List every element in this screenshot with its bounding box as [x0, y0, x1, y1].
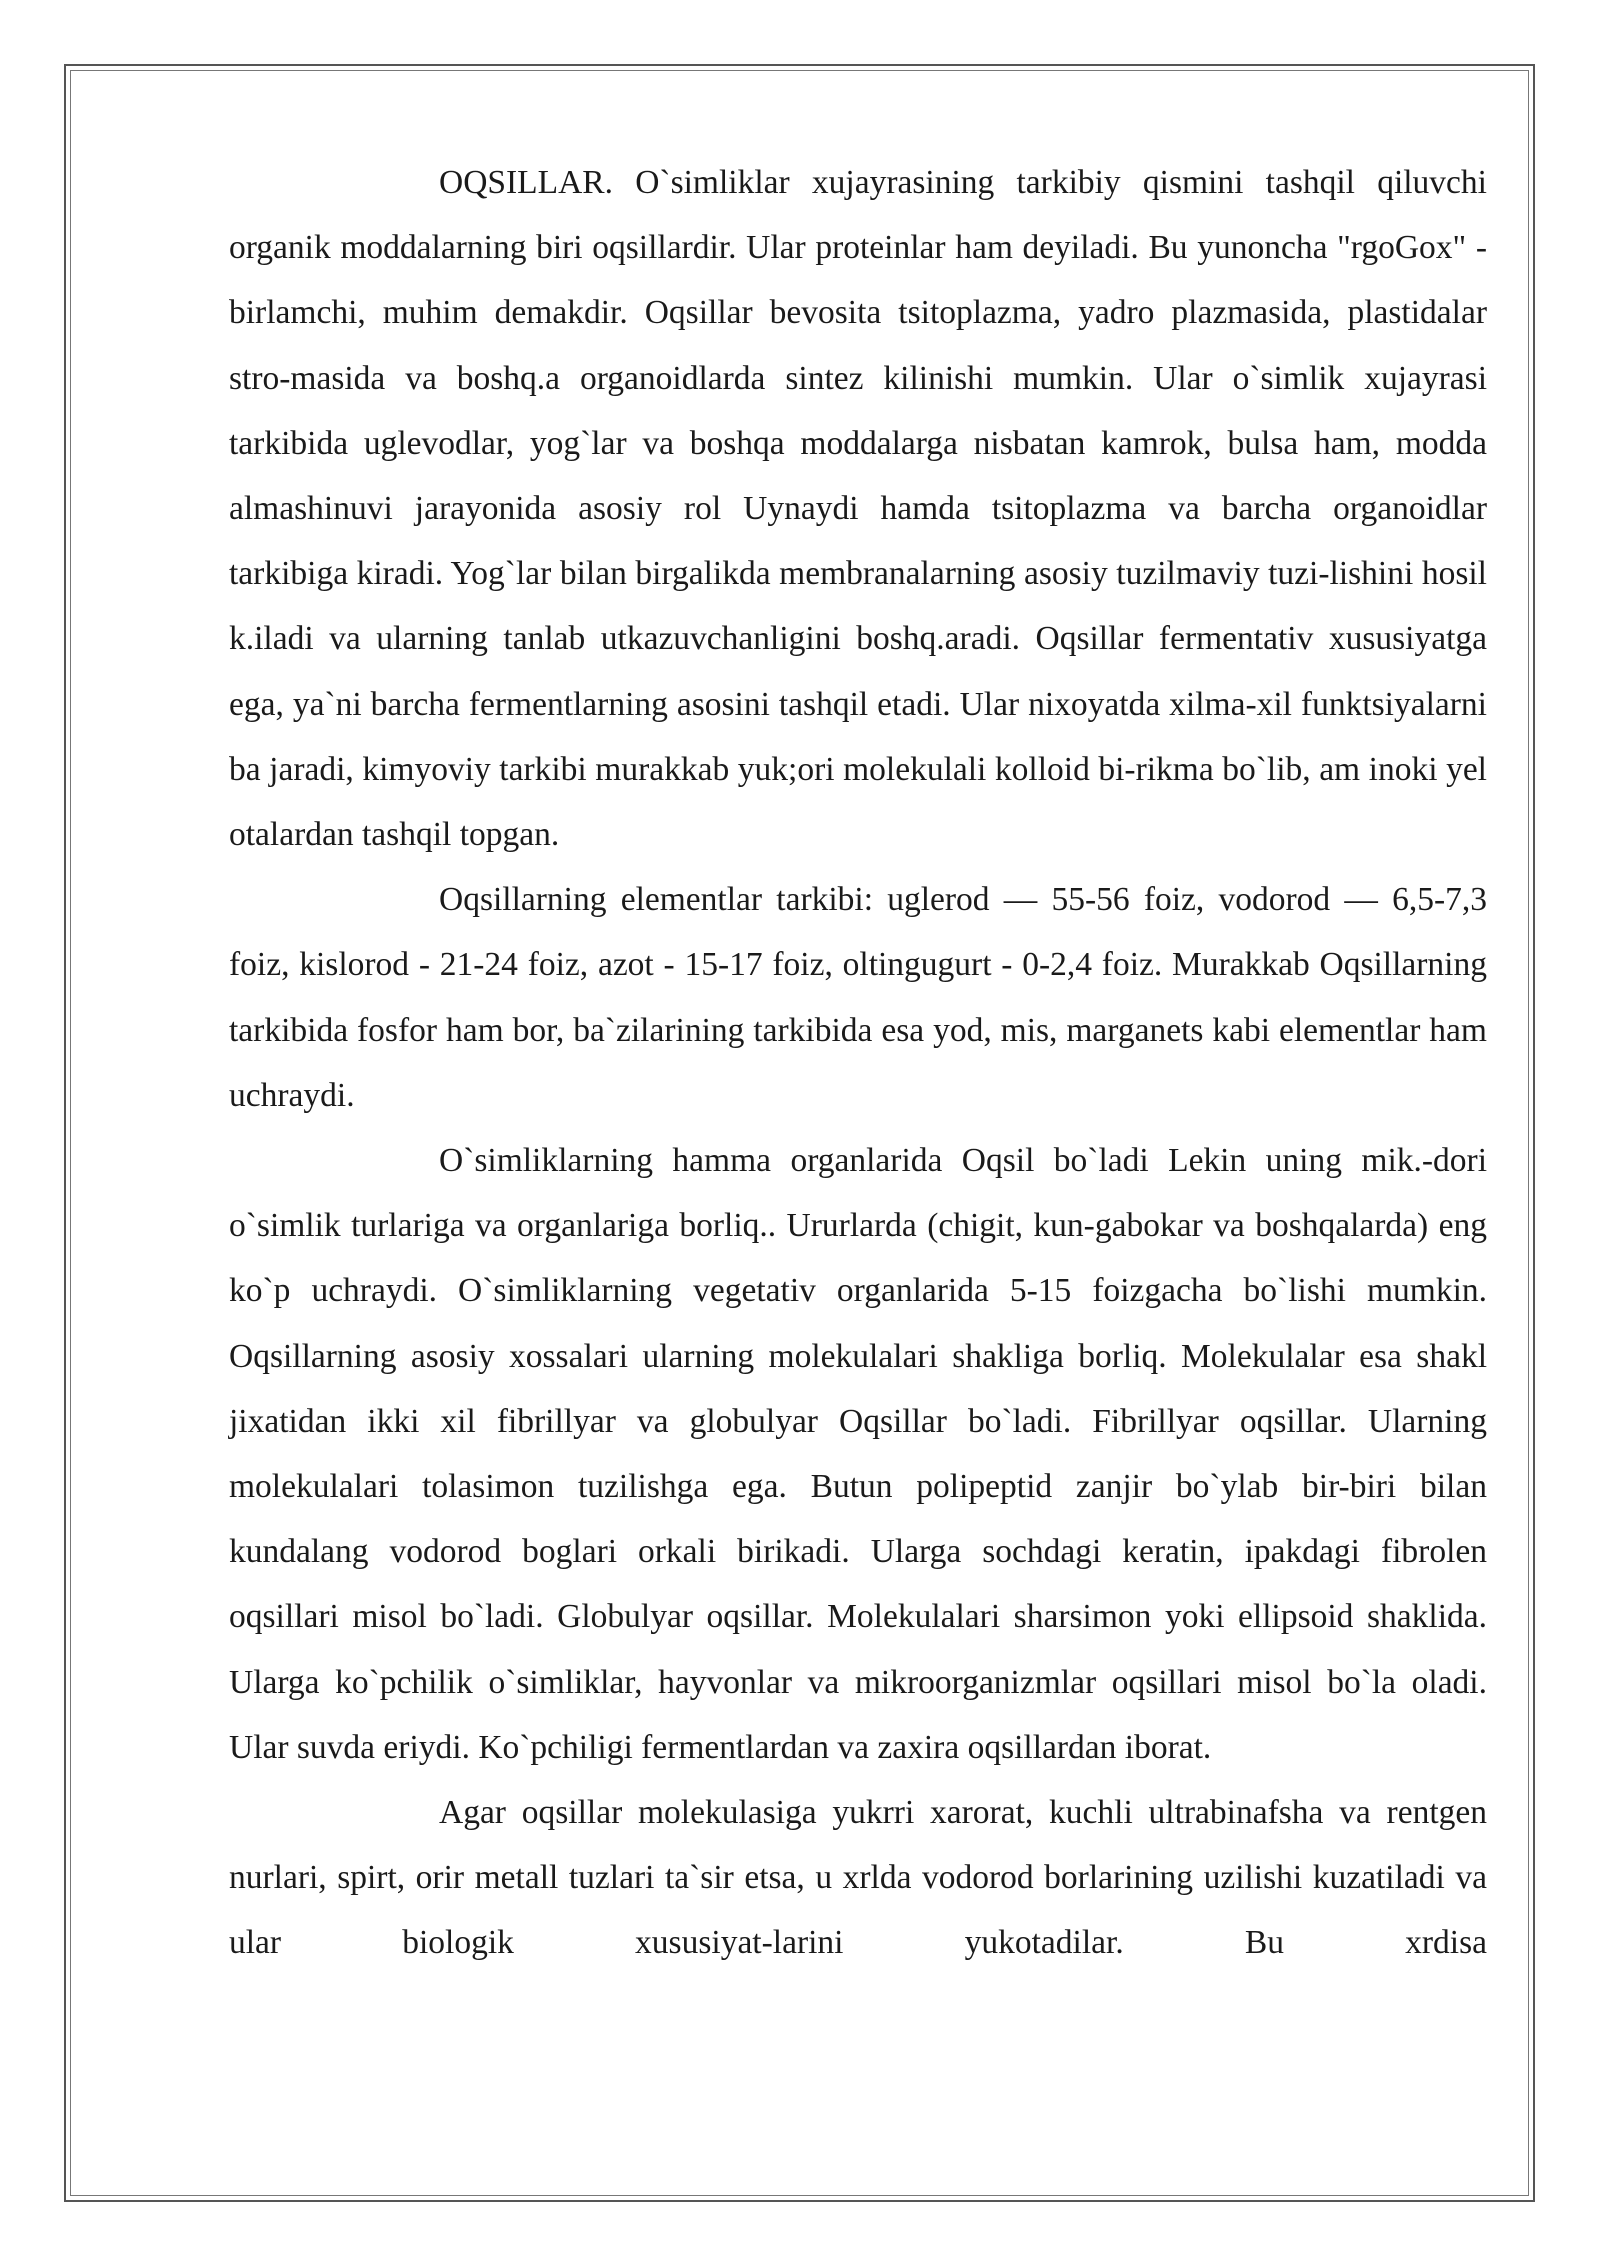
paragraph-protein-types: O`simliklarning hamma organlarida Oqsil bo`ladi Lekin uning mik.-dori o`simlik turlariga va organlariga borliq.. Ururlarda (chigit, kun-gabokar va boshqalarda) eng ko`p uchraydi. O`simliklarning vegetativ organlarida 5-15 foizgacha bo`lishi mumkin. Oqsillarning asosiy xossalari ularning molekulalari shakliga borliq. Molekulalar esa shakl jixatidan ikki xil fibrillyar va globulyar Oqsillar bo`ladi. Fibrillyar oqsillar. Ularning molekulalari tolasimon tuzilishga ega. Butun polipeptid zanjir bo`ylab bir-biri bilan kundalang vodorod boglari orkali birikadi. Ularga sochdagi keratin, ipakdagi fibrolen oqsillari misol bo`ladi. Globulyar oqsillar. Molekulalari sharsimon yoki ellipsoid shaklida. Ularga ko`pchilik o`simliklar, hayvonlar va mikroorganizmlar oqsillari misol bo`la oladi. Ular suvda eriydi. Ko`pchiligi fermentlardan va zaxira oqsillardan iborat.: [229, 1142, 1487, 1766]
paragraph-oqsillar-intro: OQSILLAR. O`simliklar xujayrasining tarkibiy qismini tashqil qiluvchi organik moddalarning biri oqsillardir. Ular proteinlar ham deyiladi. Bu yunoncha "rgoGox" - birlamchi, muhim demakdir. Oqsillar bevosita tsitoplazma, yadro plazmasida, plastidalar stro-masida va boshq.a organoidlarda sintez kilinishi mumkin. Ular o`simlik xujayrasi tarkibida uglevodlar, yog`lar va boshqa moddalarga nisbatan kamrok, bulsa ham, modda almashinuvi jarayonida asosiy rol Uynaydi hamda tsitoplazma va barcha organoidlar tarkibiga kiradi. Yog`lar bilan birgalikda membranalarning asosiy tuzilmaviy tuzi-lishini hosil k.iladi va ularning tanlab utkazuvchanligini boshq.aradi. Oqsillar fermentativ xususiyatga ega, ya`ni barcha fermentlarning asosini tashqil etadi. Ular nixoyatda xilma-xil funktsiyalarni ba jaradi, kimyoviy tarkibi murakkab yuk;ori molekulali kolloid bi-rikma bo`lib, am inoki yel otalardan tashqil topgan.: [229, 164, 1487, 854]
paragraph-elemental-composition: Oqsillarning elementlar tarkibi: uglerod — 55-56 foiz, vodorod — 6,5-7,3 foiz, kislorod - 21-24 foiz, azot - 15-17 foiz, oltingugurt - 0-2,4 foiz. Murakkab Oqsillarning tarkibida fosfor ham bor, ba`zilarining tarkibida esa yod, mis, marganets kabi elementlar ham uchraydi.: [229, 881, 1487, 1114]
paragraph-denaturation: Agar oqsillar molekulasiga yukrri xarorat, kuchli ultrabinafsha va rentgen nurlari, spirt, orir metall tuzlari ta`sir etsa, u xrlda vodorod borlarining uzilishi kuzatiladi va ular biologik xususiyat-larini yukotadilar. Bu xrdisa: [229, 1794, 1487, 1962]
document-body: [229, 150, 1487, 1976]
